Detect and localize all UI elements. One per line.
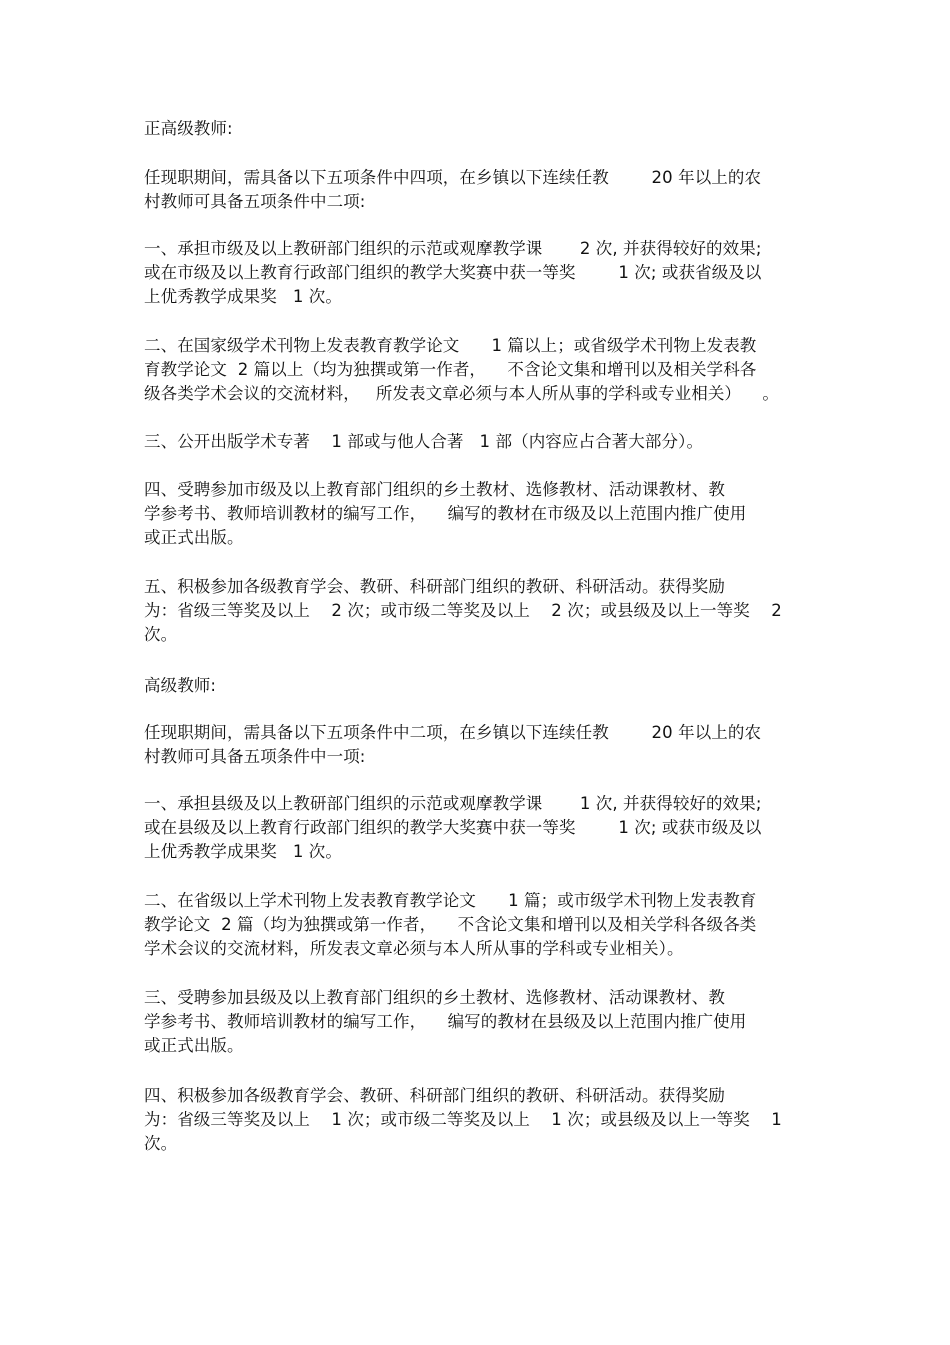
text-line: 五、积极参加各级教育学会、教研、科研部门组织的教研、科研活动。获得奖励 [144,577,725,596]
text-line: 任现职期间，需具备以下五项条件中二项，在乡镇以下连续任教 20 年以上的农 [144,723,762,742]
condition-item [144,889,756,961]
text-line: 或在市级及以上教育行政部门组织的教学大奖赛中获一等奖 1 次; 或获省级及以 [144,263,762,282]
text-line: 四、积极参加各级教育学会、教研、科研部门组织的教研、科研活动。获得奖励 [144,1086,725,1105]
condition-item [144,478,746,550]
section-intro [144,721,761,769]
text-line: 教学论文 2 篇（均为独撰或第一作者， 不含论文集和增刊以及相关学科各级各类 [144,915,757,934]
section-intro [144,166,761,214]
text-line: 四、受聘参加市级及以上教育部门组织的乡土教材、选修教材、活动课教材、教 [144,480,725,499]
text-line: 学参考书、教师培训教材的编写工作， 编写的教材在市级及以上范围内推广使用 [144,504,747,523]
section-heading-senior-teacher [144,674,216,698]
text-line: 一、承担市级及以上教研部门组织的示范或观摩教学课 2 次, 并获得较好的效果; [144,239,762,258]
heading-text: 高级教师: [144,676,217,695]
text-line: 级各类学术会议的交流材料， 所发表文章必须与本人所从事的学科或专业相关） 。 [144,384,780,403]
text-line: 村教师可具备五项条件中一项: [144,747,366,766]
text-line: 二、在国家级学术刊物上发表教育教学论文 1 篇以上；或省级学术刊物上发表教 [144,336,757,355]
text-line: 学术会议的交流材料，所发表文章必须与本人所从事的学科或专业相关）。 [144,939,684,958]
condition-item [144,237,762,309]
text-line: 上优秀教学成果奖 1 次。 [144,287,342,306]
text-line: 任现职期间，需具备以下五项条件中四项，在乡镇以下连续任教 20 年以上的农 [144,168,762,187]
text-line: 上优秀教学成果奖 1 次。 [144,842,342,861]
text-line: 二、在省级以上学术刊物上发表教育教学论文 1 篇；或市级学术刊物上发表教育 [144,891,757,910]
text-line: 三、受聘参加县级及以上教育部门组织的乡土教材、选修教材、活动课教材、教 [144,988,725,1007]
text-line: 或在县级及以上教育行政部门组织的教学大奖赛中获一等奖 1 次; 或获市级及以 [144,818,762,837]
text-line: 或正式出版。 [144,1036,244,1055]
text-line: 三、公开出版学术专著 1 部或与他人合著 1 部（内容应占合著大部分）。 [144,432,704,451]
text-line: 为：省级三等奖及以上 2 次；或市级二等奖及以上 2 次；或县级及以上一等奖 2 [144,601,782,620]
condition-item [144,1084,782,1156]
condition-item [144,430,703,454]
condition-item [144,986,746,1058]
condition-item [144,792,762,864]
text-line: 学参考书、教师培训教材的编写工作， 编写的教材在县级及以上范围内推广使用 [144,1012,747,1031]
text-line: 或正式出版。 [144,528,244,547]
section-heading-senior-professor [144,117,233,141]
condition-item [144,334,779,406]
heading-text: 正高级教师: [144,119,233,138]
text-line: 育教学论文 2 篇以上（均为独撰或第一作者， 不含论文集和增刊以及相关学科各 [144,360,757,379]
text-line: 次。 [144,625,178,644]
text-line: 次。 [144,1134,178,1153]
condition-item [144,575,782,647]
text-line: 为：省级三等奖及以上 1 次；或市级二等奖及以上 1 次；或县级及以上一等奖 1 [144,1110,782,1129]
text-line: 一、承担县级及以上教研部门组织的示范或观摩教学课 1 次, 并获得较好的效果; [144,794,762,813]
text-line: 村教师可具备五项条件中二项: [144,192,366,211]
